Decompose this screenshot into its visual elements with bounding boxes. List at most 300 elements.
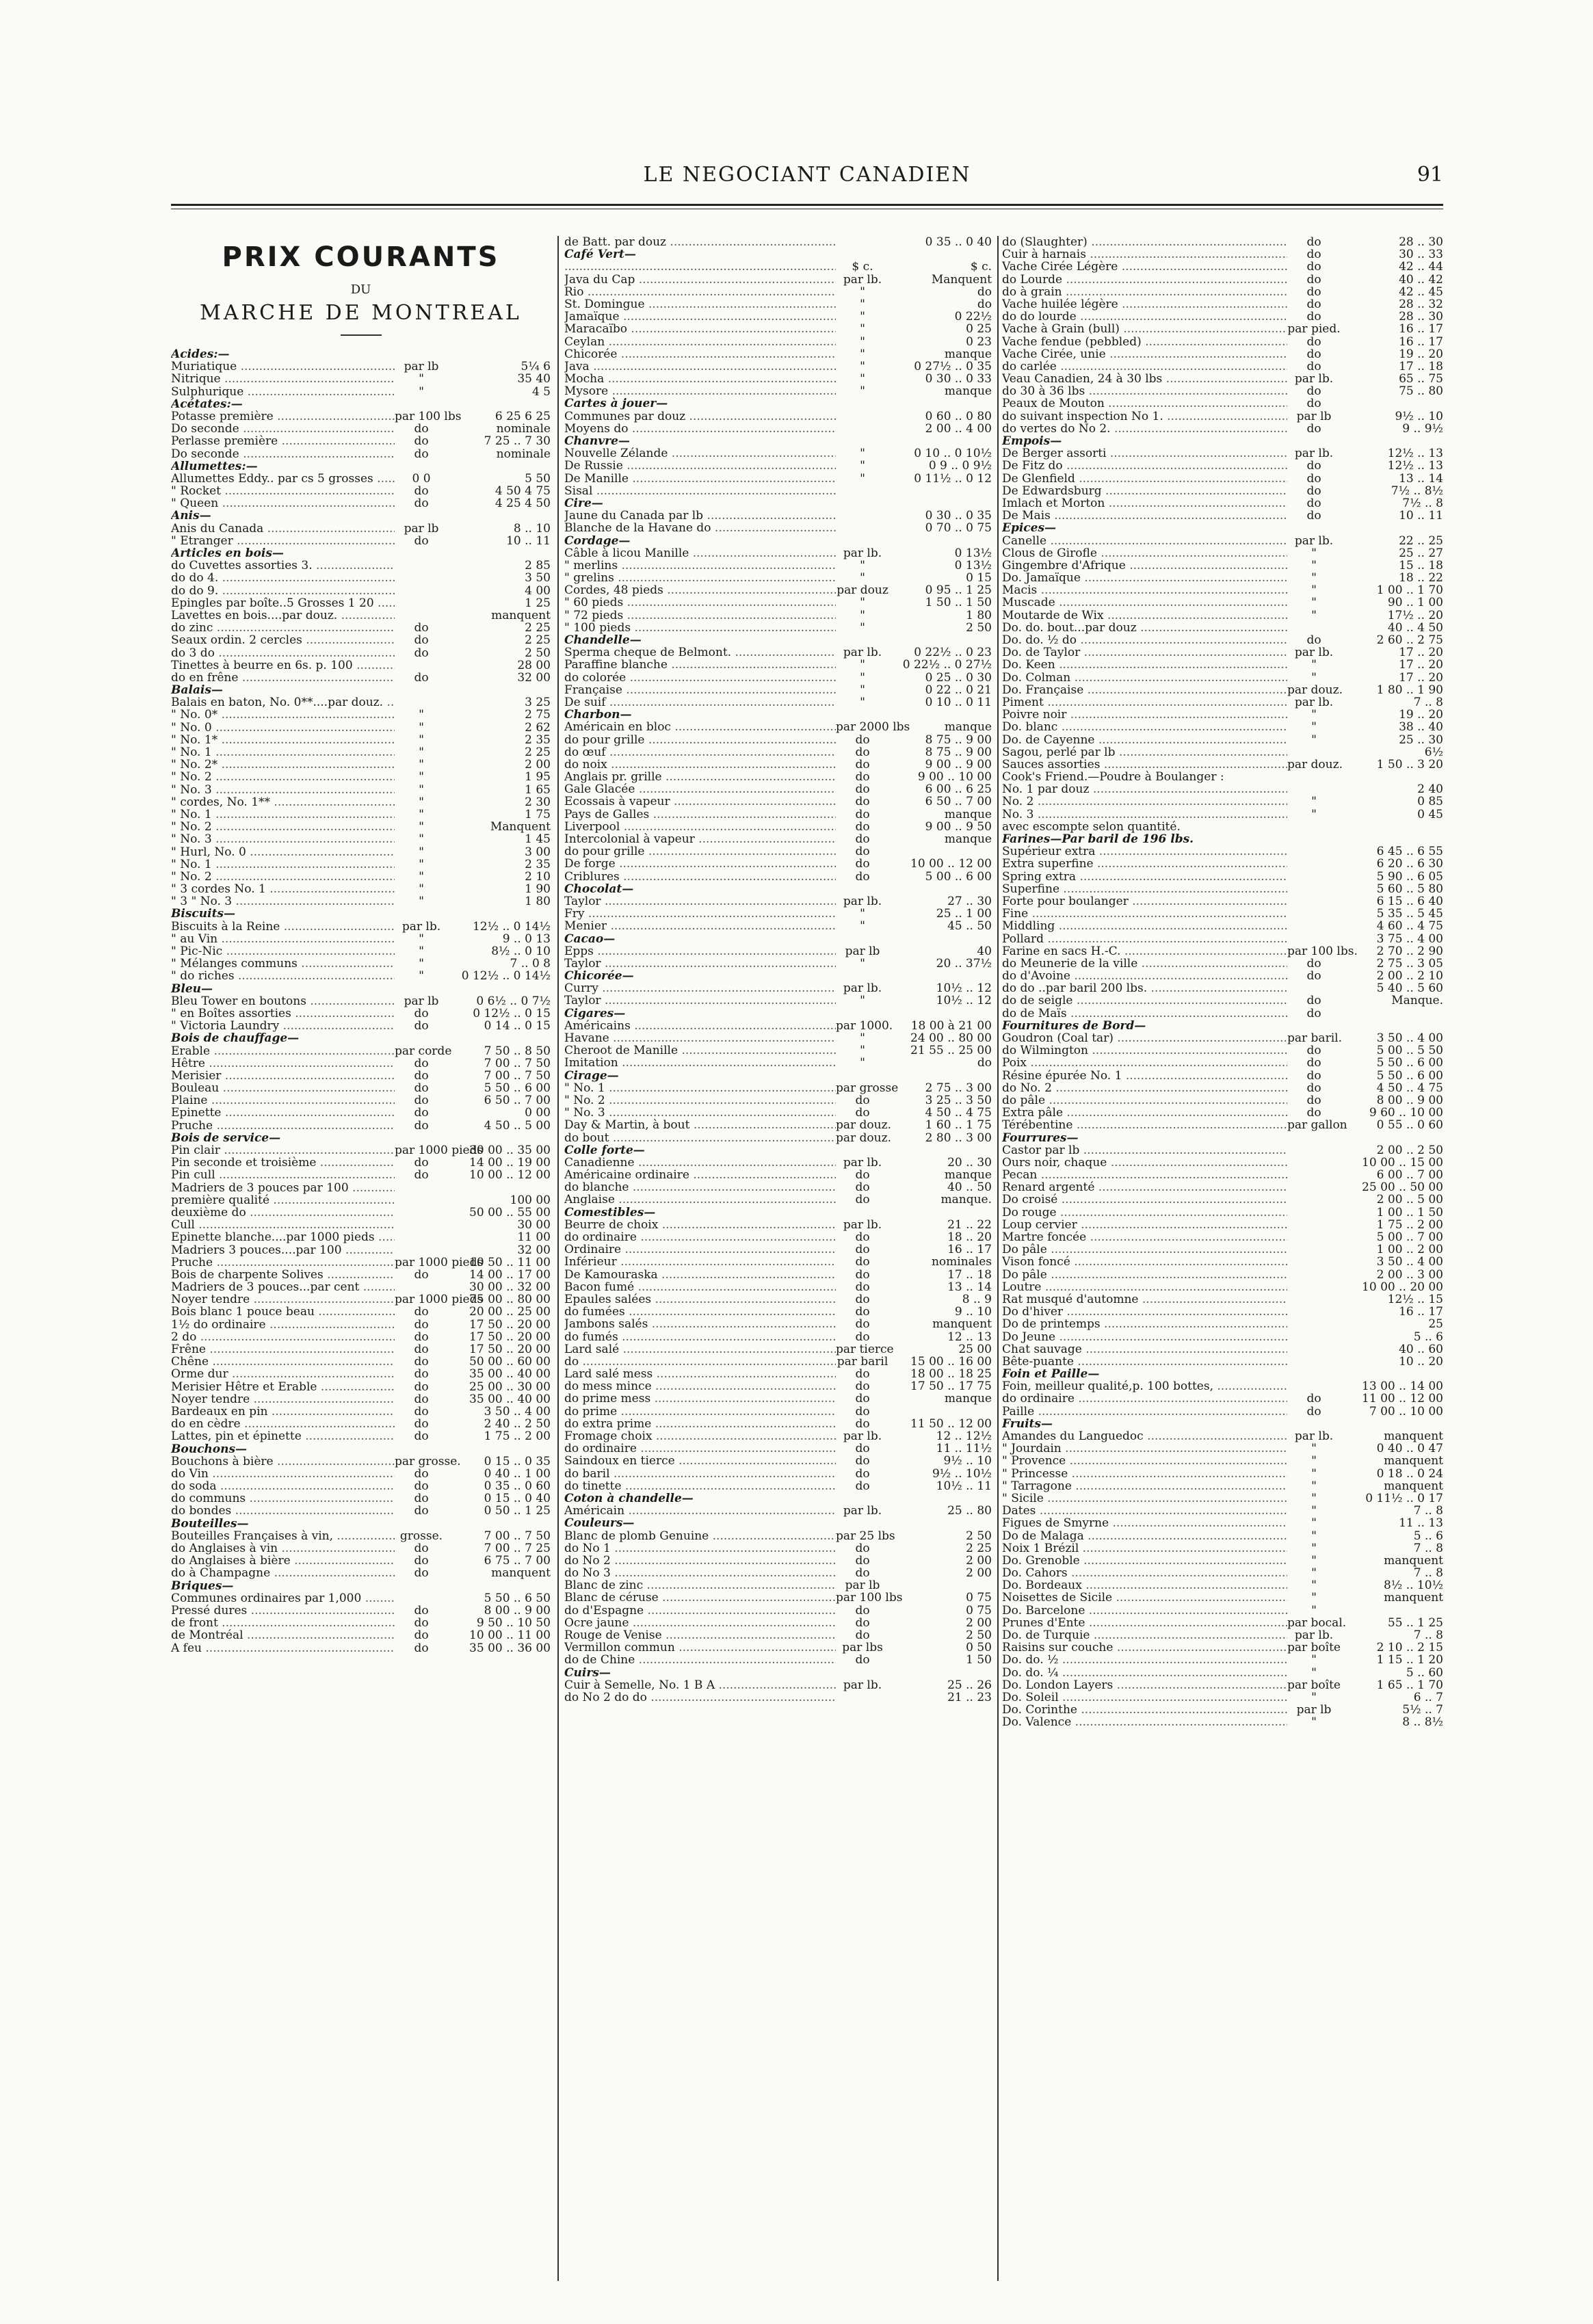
item-price: 7 .. 8 [1413, 1505, 1443, 1518]
item-price: 3 00 [525, 845, 551, 858]
item-price: manquent [932, 1318, 992, 1331]
item-unit [1287, 1231, 1341, 1243]
price-row [171, 1007, 551, 1020]
price-row [171, 833, 551, 845]
item-unit: do [414, 646, 429, 659]
item-label: Clous de Girofle ..... [1002, 547, 1287, 559]
item-price: manque [944, 721, 992, 734]
column-3 [1002, 236, 1443, 2281]
item-unit: " [1311, 1666, 1317, 1679]
item-label: Balais— [171, 684, 223, 697]
item-price: 11 50 .. 12 00 [910, 1417, 992, 1430]
price-row [564, 746, 992, 758]
item-price: 8 .. 10 [513, 522, 551, 535]
item-label: Forte pour boulanger ..... [1002, 895, 1287, 908]
item-label: do No 2 do do ..... [564, 1691, 836, 1704]
item-unit: " [1311, 795, 1317, 808]
item-price [1341, 397, 1443, 410]
price-row [171, 1492, 551, 1505]
item-label: " No. 2 ..... [171, 821, 395, 833]
item-unit: " [1311, 1579, 1317, 1592]
price-row [564, 1306, 992, 1318]
item-label: Supérieur extra ..... [1002, 845, 1287, 858]
item-label: Seaux ordin. 2 cercles ..... [171, 634, 395, 646]
price-row [171, 559, 551, 572]
price-row [171, 1455, 551, 1468]
item-price: 11 00 [517, 1231, 551, 1244]
item-unit: grosse. [399, 1529, 443, 1542]
price-row [1002, 360, 1443, 373]
item-unit [1287, 1256, 1341, 1268]
item-label: Havane ..... [564, 1032, 836, 1044]
item-unit: do [855, 1616, 870, 1629]
item-price: 3 25 .. 3 50 [925, 1094, 992, 1107]
item-unit: do [855, 1181, 870, 1194]
price-row [1002, 1343, 1443, 1356]
price-row [171, 771, 551, 783]
item-unit: do [855, 858, 870, 871]
price-row [1002, 423, 1443, 435]
price-row [171, 1169, 551, 1181]
price-row [171, 1219, 551, 1231]
item-unit: " [860, 659, 865, 672]
item-label: Rio ..... [564, 286, 836, 298]
item-label: Farines—Par baril de 196 lbs. [1002, 833, 1194, 846]
item-label: Do. Corinthe ..... [1002, 1704, 1287, 1716]
item-label: Liverpool ..... [564, 821, 836, 833]
price-row [564, 1691, 992, 1704]
price-row [564, 845, 992, 858]
price-row [564, 485, 992, 497]
item-price: 19 .. 20 [1399, 709, 1443, 722]
item-unit [836, 485, 889, 497]
item-label: Couleurs— [564, 1517, 635, 1530]
item-unit: do [414, 1555, 429, 1568]
item-label: Do. de Cayenne ..... [1002, 734, 1287, 746]
item-unit [836, 410, 889, 423]
price-row [1002, 958, 1443, 970]
item-unit: par corde [395, 1044, 452, 1057]
item-price: 2 60 .. 2 75 [1376, 634, 1443, 647]
price-note [1002, 771, 1443, 783]
item-price: 2 00 [525, 758, 551, 771]
price-row [564, 460, 992, 472]
price-row [1002, 609, 1443, 622]
item-label: Cire— [564, 497, 603, 510]
price-row [564, 1442, 992, 1455]
item-price: 9 .. 9½ [1402, 422, 1443, 435]
section-heading [1002, 1368, 1443, 1380]
item-price: 0 35 .. 0 40 [925, 236, 992, 249]
item-unit: " [860, 1032, 865, 1045]
item-price: 8 .. 8½ [1402, 1716, 1443, 1729]
item-price: 0 75 [966, 1604, 992, 1617]
item-unit: " [1311, 1691, 1317, 1704]
item-unit [395, 597, 448, 609]
item-price: 40 .. 50 [947, 1181, 992, 1194]
price-row [171, 1094, 551, 1107]
price-row [171, 722, 551, 734]
item-label: " No. 1 ..... [171, 858, 395, 871]
item-label: Plaine ..... [171, 1094, 395, 1107]
item-label: do colorée ..... [564, 672, 836, 684]
item-unit: do [414, 1157, 429, 1170]
item-label: Cigares— [564, 1007, 626, 1020]
item-label: Nouvelle Zélande ..... [564, 447, 836, 460]
item-label: do de seigle ..... [1002, 994, 1287, 1007]
price-row [564, 286, 992, 298]
item-label: Do. London Layers ..... [1002, 1679, 1287, 1691]
item-price: 40 [977, 945, 992, 958]
item-label: Blanche de la Havane do ..... [564, 522, 836, 534]
item-price: manquent [491, 1567, 551, 1580]
item-price: 2 75 [525, 709, 551, 722]
item-label: Do. Keen ..... [1002, 659, 1287, 671]
item-price: 0 75 [966, 1592, 992, 1605]
item-price: 35 00 .. 40 00 [469, 1368, 551, 1381]
item-label: Epinette blanche....par 1000 pieds ..... [171, 1231, 395, 1243]
item-unit: do [414, 423, 429, 436]
price-row [171, 734, 551, 746]
price-row [564, 1331, 992, 1343]
item-label: Fromage choix ..... [564, 1430, 836, 1442]
item-label: Madriers de 3 pouces...par cent ..... [171, 1281, 395, 1293]
item-label: Do seconde ..... [171, 423, 395, 435]
item-price: 17 .. 20 [1399, 646, 1443, 659]
item-unit [1287, 858, 1341, 870]
item-label: Nitrique ..... [171, 373, 395, 385]
price-row [1002, 634, 1443, 646]
item-unit: par lb. [1294, 1430, 1334, 1443]
section-heading [564, 709, 992, 721]
price-row [1002, 1517, 1443, 1529]
item-label: Merisier Hêtre et Erable ..... [171, 1381, 395, 1393]
item-price: 2 75 .. 3 05 [1376, 957, 1443, 970]
item-label: Vache fendue (pebbled) ..... [1002, 336, 1287, 348]
price-row [1002, 274, 1443, 286]
item-label: Noyer tendre ..... [171, 1293, 395, 1306]
item-unit: par 100 lbs [836, 1592, 903, 1605]
item-price: 21 55 .. 25 00 [910, 1044, 992, 1057]
item-unit: do [414, 497, 429, 510]
item-unit: do [855, 1442, 870, 1455]
item-price: 2 35 [525, 733, 551, 746]
item-label: Anglais pr. grille ..... [564, 771, 836, 783]
item-price: 5 .. 6 [1413, 1330, 1443, 1343]
price-row [171, 1468, 551, 1480]
item-label: " No. 3 ..... [171, 833, 395, 845]
section-heading [564, 397, 992, 410]
price-row [564, 1579, 992, 1592]
price-row [171, 821, 551, 833]
item-unit: par boîte [1287, 1641, 1341, 1654]
price-row [564, 1392, 992, 1405]
item-label: Extra superfine ..... [1002, 858, 1287, 870]
item-label: do Anglaises à bière ..... [171, 1555, 395, 1567]
item-price: 11 00 .. 12 00 [1362, 1392, 1443, 1405]
item-unit: do [1306, 261, 1321, 274]
item-label: Taylor ..... [564, 994, 836, 1007]
item-price: 1 25 [525, 596, 551, 609]
item-label: " Princesse ..... [1002, 1468, 1287, 1480]
page-number: 91 [1417, 163, 1443, 187]
item-price: 5 00 .. 6 00 [925, 870, 992, 883]
column-divider-2 [997, 236, 999, 2281]
item-label: Do. Jamaïque ..... [1002, 572, 1287, 584]
item-unit [1287, 1281, 1341, 1293]
item-unit: " [419, 883, 424, 896]
price-row [564, 1119, 992, 1131]
item-price: 0 60 .. 0 80 [925, 410, 992, 423]
item-unit: " [860, 373, 865, 386]
item-price: 0 22½ .. 0 23 [914, 646, 992, 659]
item-unit [395, 585, 448, 597]
item-label: Vache Cirée, unie ..... [1002, 348, 1287, 360]
price-row [171, 373, 551, 385]
item-label: Canelle ..... [1002, 535, 1287, 547]
item-price: 2 62 [525, 721, 551, 734]
item-price: 0 10 .. 0 11 [925, 696, 992, 709]
price-row [564, 734, 992, 746]
item-unit: do [414, 1629, 429, 1642]
item-label: do ordinaire ..... [564, 1231, 836, 1243]
item-label: Do. do. ½ do ..... [1002, 634, 1287, 646]
price-row [564, 1082, 992, 1094]
price-row [1002, 1331, 1443, 1343]
item-label: do noix ..... [564, 758, 836, 771]
item-label: " 60 pieds ..... [564, 596, 836, 609]
item-label: Française ..... [564, 684, 836, 696]
item-label: Paraffine blanche ..... [564, 659, 836, 671]
item-unit [1287, 1181, 1341, 1193]
item-label: Pin cull ..... [171, 1169, 395, 1181]
item-unit: " [419, 821, 424, 834]
item-price: 2 00 .. 2 10 [1376, 970, 1443, 983]
item-price: 17 .. 20 [1399, 671, 1443, 684]
item-label: Café Vert— [564, 248, 636, 261]
item-unit: do [855, 745, 870, 758]
item-price: 1 75 .. 2 00 [1376, 1218, 1443, 1231]
item-unit [1287, 883, 1341, 895]
item-unit: do [855, 795, 870, 808]
price-row [564, 1641, 992, 1654]
item-unit: " [419, 845, 424, 858]
item-price: 1 45 [525, 833, 551, 846]
item-label: Do. do. ½ ..... [1002, 1654, 1287, 1666]
item-label: Do. blanc ..... [1002, 721, 1287, 733]
item-unit: do [1306, 1107, 1321, 1120]
price-row [171, 535, 551, 547]
item-label: Piment ..... [1002, 696, 1287, 709]
section-heading [171, 684, 551, 696]
price-row [1002, 1032, 1443, 1044]
item-unit: do [855, 1306, 870, 1319]
item-label: Cuirs— [564, 1666, 611, 1679]
price-row [1002, 1542, 1443, 1555]
price-row [1002, 1505, 1443, 1517]
item-price: 1 50 .. 3 20 [1376, 758, 1443, 771]
item-label: do vertes do No 2. ..... [1002, 423, 1287, 435]
item-label: " Queen ..... [171, 497, 395, 510]
item-label: " merlins ..... [564, 559, 836, 572]
item-price: 9 00 .. 9 50 [925, 820, 992, 833]
item-price: 5 60 .. 5 80 [1376, 882, 1443, 895]
item-price: 4 50 .. 4 75 [925, 1107, 992, 1120]
item-label: Figues de Smyrne ..... [1002, 1517, 1287, 1529]
item-price: manquent [1384, 1592, 1443, 1605]
section-heading [564, 634, 992, 646]
item-price: 5 40 .. 5 60 [1376, 982, 1443, 995]
price-row [1002, 622, 1443, 634]
price-row [171, 1157, 551, 1169]
item-label: Hêtre ..... [171, 1057, 395, 1070]
item-label: do Vin ..... [171, 1468, 395, 1480]
item-label: " en Boîtes assorties ..... [171, 1007, 395, 1020]
section-heading [564, 1144, 992, 1157]
price-row [171, 523, 551, 535]
item-price: 5 90 .. 6 05 [1376, 870, 1443, 883]
item-unit: " [1311, 1604, 1317, 1617]
item-price: 10 .. 20 [1399, 1355, 1443, 1369]
item-price: 2 25 [525, 746, 551, 759]
item-label: Américains ..... [564, 1020, 836, 1032]
item-price: 27 .. 30 [947, 895, 992, 908]
item-price: 0 25 .. 0 30 [925, 671, 992, 684]
item-label: Taylor ..... [564, 895, 836, 908]
item-label: Pressé dures ..... [171, 1605, 395, 1617]
item-unit: do [855, 1094, 870, 1107]
price-row [171, 647, 551, 659]
item-unit: do [414, 447, 429, 460]
price-row [564, 1169, 992, 1181]
item-price: 32 00 [517, 1243, 551, 1256]
item-price: 9½ .. 10 [943, 1455, 992, 1468]
item-unit: " [1311, 596, 1317, 609]
price-row [171, 497, 551, 510]
item-price: 1 90 [525, 883, 551, 896]
item-price: 1 80 [966, 609, 992, 622]
price-row [171, 386, 551, 398]
item-price: 22 .. 25 [1399, 534, 1443, 547]
item-unit: do [1306, 1392, 1321, 1405]
item-unit: do [855, 1479, 870, 1492]
item-label: Do croisé ..... [1002, 1193, 1287, 1206]
item-label: Ours noir, chaque ..... [1002, 1157, 1287, 1169]
item-unit: " [1311, 808, 1317, 821]
price-row [171, 995, 551, 1007]
item-unit: " [860, 559, 865, 572]
item-label: Do. de Taylor ..... [1002, 646, 1287, 659]
item-price: 4 00 [525, 584, 551, 597]
item-unit [395, 1219, 448, 1231]
item-label: do fumés ..... [564, 1331, 836, 1343]
item-price: 2 25 [525, 634, 551, 647]
item-label: Castor par lb ..... [1002, 1144, 1287, 1157]
item-price: 2 00 .. 2 50 [1376, 1144, 1443, 1157]
item-label: Java du Cap ..... [564, 274, 836, 286]
item-label: De Manille ..... [564, 473, 836, 485]
item-unit: do [855, 1654, 870, 1667]
item-unit: do [1306, 1057, 1321, 1070]
item-price: 0 18 .. 0 24 [1376, 1467, 1443, 1480]
item-price: 1 00 .. 2 00 [1376, 1243, 1443, 1256]
price-row [171, 970, 551, 982]
item-label: Balais en baton, No. 0**....par douz. ..... [171, 696, 395, 709]
price-row [564, 1057, 992, 1069]
item-unit [836, 510, 889, 522]
item-unit [395, 1194, 448, 1206]
item-label: Do Jeune ..... [1002, 1331, 1287, 1343]
item-label: " Pic-Nic ..... [171, 945, 395, 958]
price-row [1002, 460, 1443, 472]
item-unit: do [414, 1119, 429, 1132]
price-row [564, 1256, 992, 1268]
item-price: 1 50 .. 1 50 [925, 596, 992, 609]
item-label: Veau Canadien, 24 à 30 lbs ..... [1002, 373, 1287, 385]
price-row [1002, 1044, 1443, 1057]
column-2 [564, 236, 992, 2281]
price-row [171, 435, 551, 447]
item-price: 28 00 [517, 659, 551, 672]
item-price: 6 15 .. 6 40 [1376, 895, 1443, 908]
item-label: Allumettes Eddy.. par cs 5 grosses ..... [171, 473, 395, 485]
item-price: 6 20 .. 6 30 [1376, 858, 1443, 871]
item-price: 0 25 [966, 323, 992, 336]
item-unit: do [1306, 311, 1321, 323]
item-label: Menier ..... [564, 920, 836, 932]
item-label: Gale Glacée ..... [564, 783, 836, 795]
item-unit [1287, 845, 1341, 858]
price-row [1002, 261, 1443, 273]
price-row [1002, 1679, 1443, 1691]
price-row [1002, 535, 1443, 547]
item-unit: 0 0 [412, 472, 431, 486]
item-label: Do de printemps ..... [1002, 1318, 1287, 1330]
price-row [564, 385, 992, 397]
item-label: " No. 2 ..... [171, 871, 395, 883]
item-label: Orme dur ..... [171, 1368, 395, 1380]
item-label: Américain ..... [564, 1505, 836, 1517]
price-row [564, 659, 992, 671]
price-row [564, 1605, 992, 1617]
item-label: Vison foncé ..... [1002, 1256, 1287, 1268]
section-heading [1002, 833, 1443, 845]
item-unit: do [855, 1554, 870, 1568]
price-row [1002, 236, 1443, 248]
item-unit: " [860, 994, 865, 1007]
item-unit: par lb. [843, 982, 882, 995]
item-unit: par grosse [836, 1081, 899, 1094]
price-row [1002, 734, 1443, 746]
item-label: No. 1 par douz ..... [1002, 783, 1287, 795]
item-label: do bout ..... [564, 1132, 836, 1144]
price-row [171, 609, 551, 622]
price-row [171, 1082, 551, 1094]
item-price: 10½ .. 12 [936, 982, 992, 995]
item-label: Bouteilles Françaises à vin, ..... [171, 1530, 395, 1542]
item-label: Mysore ..... [564, 385, 836, 397]
item-price: manquent [1384, 1455, 1443, 1468]
price-row [1002, 1654, 1443, 1666]
section-heading [564, 435, 992, 447]
item-price: nominale [496, 423, 551, 436]
item-unit: " [1311, 1492, 1317, 1505]
item-label: Bête-puante ..... [1002, 1356, 1287, 1368]
item-price: 30 .. 33 [1399, 248, 1443, 261]
item-price: 20 .. 37½ [936, 957, 992, 970]
item-price: 100 00 [510, 1193, 551, 1206]
item-price: 16 .. 17 [1399, 335, 1443, 348]
